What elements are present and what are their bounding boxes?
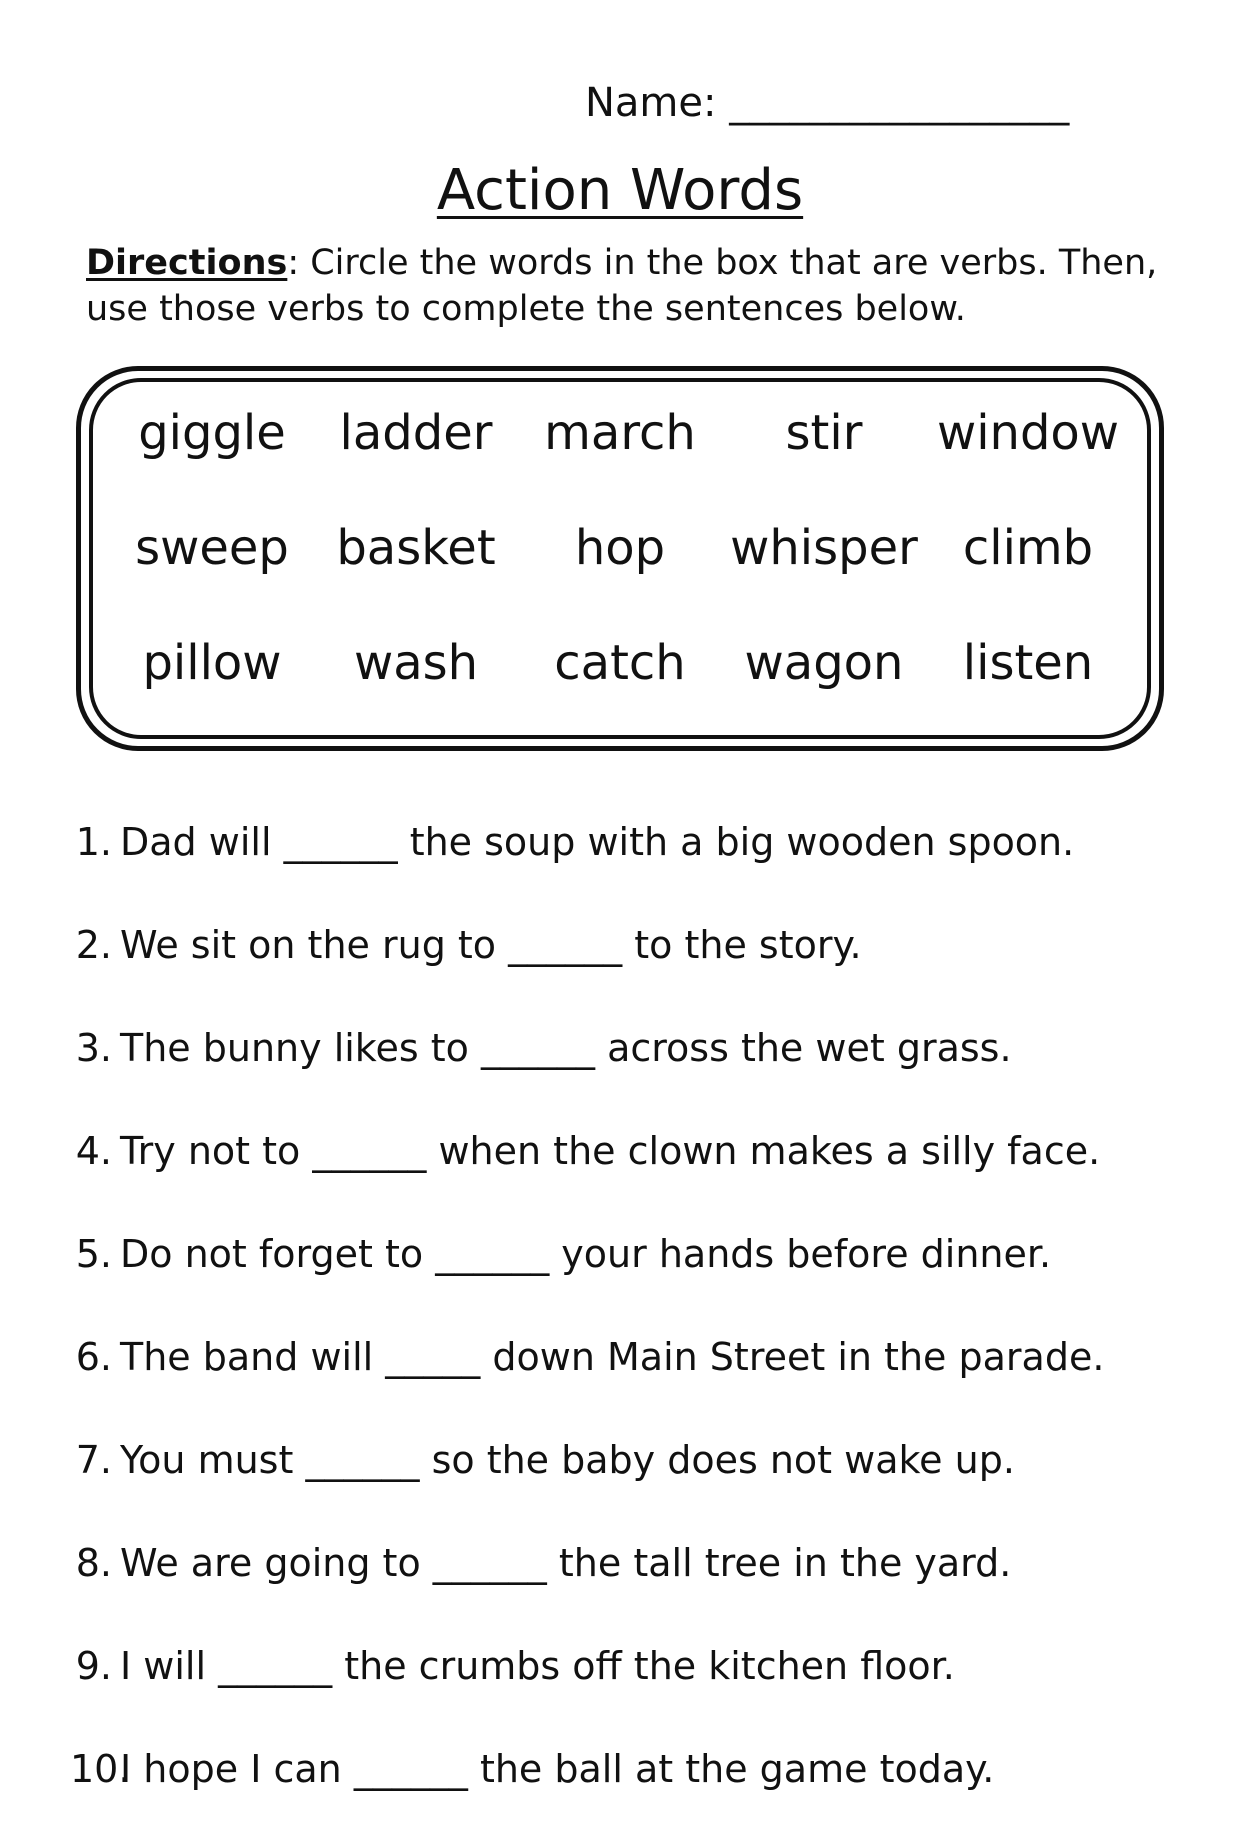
answer-blank[interactable]: ______ [305, 1438, 420, 1482]
sentence-number: 1. [75, 820, 112, 864]
word-item[interactable]: wash [353, 635, 479, 691]
sentence-before: The bunny likes to [120, 1026, 469, 1070]
sentence-after: to the story. [634, 923, 862, 967]
sentence-number: 10. [70, 1747, 131, 1791]
word-item[interactable]: giggle [138, 405, 286, 461]
sentence-item [70, 1739, 1220, 1842]
word-item[interactable]: listen [962, 635, 1094, 691]
sentence-before: I hope I can [120, 1747, 342, 1791]
worksheet-title: Action Words [436, 158, 804, 223]
answer-blank[interactable]: _____ [385, 1335, 481, 1379]
word-item[interactable]: basket [336, 520, 496, 576]
sentence-list [70, 812, 1220, 1842]
sentence-before: Dad will [120, 820, 272, 864]
sentence-number: 9. [75, 1644, 112, 1688]
sentence-after: your hands before dinner. [561, 1232, 1052, 1276]
sentence-item [70, 915, 1220, 1018]
sentence-after: so the baby does not wake up. [431, 1438, 1015, 1482]
word-item[interactable]: ladder [339, 405, 493, 461]
answer-blank[interactable]: ______ [283, 820, 398, 864]
word-item[interactable]: wagon [744, 635, 904, 691]
sentence-number: 5. [75, 1232, 112, 1276]
word-item[interactable]: stir [785, 405, 863, 461]
directions-text: : Circle the words in the box that are verbs. Then, use those verbs to complete the sentences below. [86, 243, 1158, 329]
sentence-after: the soup with a big wooden spoon. [409, 820, 1075, 864]
sentence-item [70, 1430, 1220, 1533]
word-item[interactable]: climb [962, 520, 1094, 576]
sentence-item [70, 1224, 1220, 1327]
answer-blank[interactable]: ______ [432, 1541, 547, 1585]
word-grid [110, 400, 1130, 697]
name-field[interactable] [585, 80, 1069, 126]
sentence-number: 8. [75, 1541, 112, 1585]
sentence-after: the crumbs off the kitchen floor. [344, 1644, 955, 1688]
sentence-number: 3. [75, 1026, 112, 1070]
sentence-item [70, 1533, 1220, 1636]
sentence-number: 7. [75, 1438, 112, 1482]
sentence-after: the tall tree in the yard. [558, 1541, 1012, 1585]
sentence-item [70, 1121, 1220, 1224]
word-item[interactable]: window [936, 405, 1120, 461]
answer-blank[interactable]: ______ [435, 1232, 550, 1276]
word-item[interactable]: march [544, 405, 696, 461]
answer-blank[interactable]: ______ [218, 1644, 333, 1688]
name-label: Name: [585, 80, 717, 126]
answer-blank[interactable]: ______ [508, 923, 623, 967]
name-blank[interactable]: _________________ [729, 80, 1070, 126]
sentence-item [70, 1018, 1220, 1121]
directions [86, 240, 1176, 332]
sentence-number: 6. [75, 1335, 112, 1379]
word-item[interactable]: sweep [135, 520, 289, 576]
sentence-item [70, 812, 1220, 915]
answer-blank[interactable]: ______ [480, 1026, 595, 1070]
word-item[interactable]: hop [574, 520, 666, 576]
sentence-before: The band will [120, 1335, 374, 1379]
sentence-item [70, 1327, 1220, 1430]
sentence-number: 2. [75, 923, 112, 967]
word-item[interactable]: whisper [730, 520, 918, 576]
sentence-before: I will [120, 1644, 207, 1688]
sentence-before: You must [120, 1438, 294, 1482]
sentence-item [70, 1636, 1220, 1739]
sentence-after: across the wet grass. [607, 1026, 1012, 1070]
sentence-before: Try not to [120, 1129, 301, 1173]
sentence-number: 4. [75, 1129, 112, 1173]
sentence-after: when the clown makes a silly face. [438, 1129, 1101, 1173]
sentence-before: We sit on the rug to [120, 923, 497, 967]
sentence-after: the ball at the game today. [479, 1747, 995, 1791]
answer-blank[interactable]: ______ [353, 1747, 468, 1791]
directions-label: Directions [86, 243, 288, 283]
word-item[interactable]: pillow [142, 635, 282, 691]
answer-blank[interactable]: ______ [312, 1129, 427, 1173]
word-item[interactable]: catch [554, 635, 686, 691]
sentence-before: We are going to [120, 1541, 421, 1585]
sentence-after: down Main Street in the parade. [492, 1335, 1105, 1379]
sentence-before: Do not forget to [120, 1232, 424, 1276]
